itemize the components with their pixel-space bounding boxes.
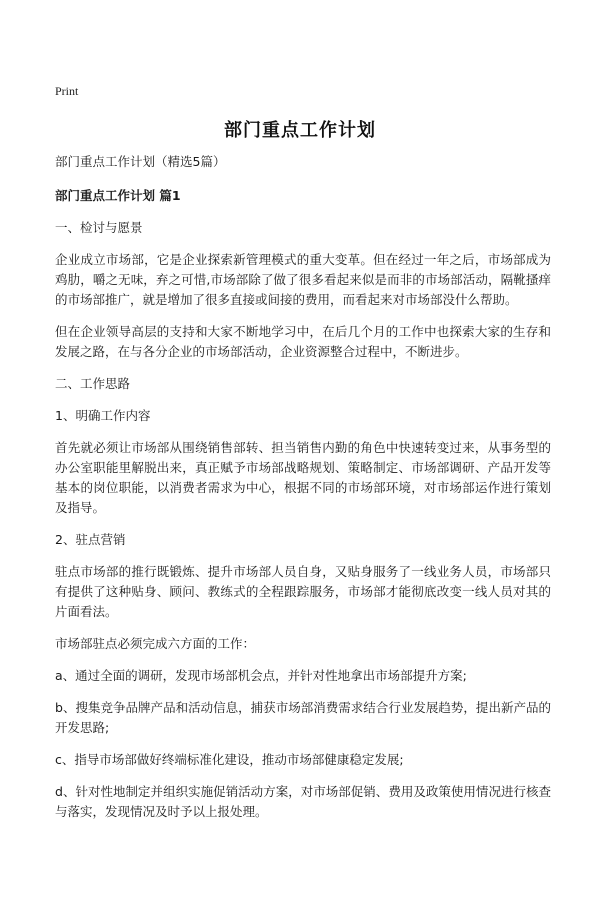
paragraph-clarify-work: 首先就必须让市场部从围绕销售部转、担当销售内勤的角色中快速转变过来，从事务型的办公室职能里解脱出来，真正赋予市场部战略规划、策略制定、市场部调研、产品开发等基本的岗位职能，以消费者需求为中心，根据不同的市场部环境，对市场部运作进行策划及指导。 [55, 440, 551, 515]
heading-clarify-work: 1、明确工作内容 [55, 408, 151, 423]
heading-work-ideas: 二、工作思路 [55, 376, 131, 391]
document-title: 部门重点工作计划 [224, 120, 376, 141]
list-item-c: c、指导市场部做好终端标准化建设，推动市场部健康稳定发展; [55, 752, 404, 767]
list-item-a: a、通过全面的调研，发现市场部机会点，并针对性地拿出市场部提升方案; [55, 668, 467, 683]
list-item-d: d、针对性地制定并组织实施促销活动方案，对市场部促销、费用及政策使用情况进行核查与落实，发现情况及时予以上报处理。 [55, 784, 551, 819]
heading-resident-marketing: 2、驻点营销 [55, 532, 126, 547]
list-item-b: b、搜集竞争品牌产品和活动信息，捕获市场部消费需求结合行业发展趋势，提出新产品的开发思路; [55, 700, 551, 735]
document-body [55, 152, 551, 822]
document-subtitle: 部门重点工作计划（精选5篇） [55, 154, 226, 169]
paragraph-six-tasks-intro: 市场部驻点必须完成六方面的工作： [55, 636, 256, 651]
heading-review-vision: 一、检讨与愿景 [55, 220, 143, 235]
paragraph-progress: 但在企业领导高层的支持和大家不断地学习中，在后几个月的工作中也探索大家的生存和发展之路，在与各分企业的市场部活动，企业资源整合过程中，不断进步。 [55, 324, 551, 359]
paragraph-resident-marketing: 驻点市场部的推行既锻炼、提升市场部人员自身，又贴身服务了一线业务人员，市场部只有提供了这种贴身、顾问、教练式的全程跟踪服务，市场部才能彻底改变一线人员对其的片面看法。 [55, 564, 551, 619]
section-heading: 部门重点工作计划 篇1 [55, 188, 181, 203]
print-label: Print [55, 84, 79, 98]
paragraph-review: 企业成立市场部，它是企业探索新管理模式的重大变革。但在经过一年之后，市场部成为鸡肋，嚼之无味，弃之可惜,市场部除了做了很多看起来似是而非的市场部活动，隔靴搔痒的市场部推广，就是增加了很多直接或间接的费用，而看起来对市场部没什么帮助。 [55, 252, 551, 307]
